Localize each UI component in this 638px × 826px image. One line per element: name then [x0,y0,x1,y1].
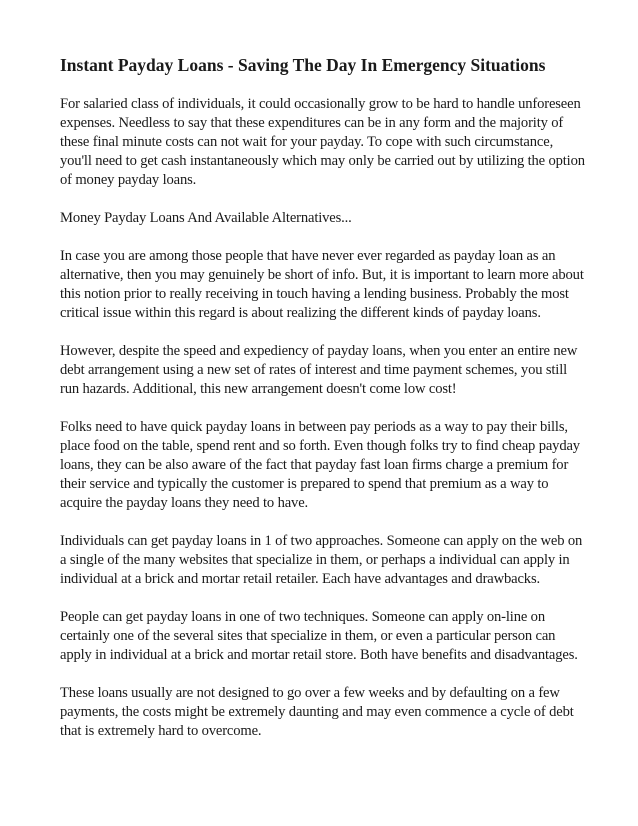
paragraph-intro: For salaried class of individuals, it could occasionally grow to be hard to handle unforeseen expenses. Needless to say that these expenditures can be in any form and the majority of these final minute costs can not wait for your payday. To cope with such circumstance, you'll need to get cash instantaneously which may only be carried out by utilizing the option of money payday loans. [60,96,585,188]
paragraph-approaches: Individuals can get payday loans in 1 of two approaches. Someone can apply on the web on a single of the many websites that specialize in them, or perhaps a individual can apply in individual at a brick and mortar retail retailer. Each have advantages and drawbacks. [60,533,583,587]
paragraph-conclusion: These loans usually are not designed to go over a few weeks and by defaulting on a few payments, the costs might be extremely daunting and may even commence a cycle of debt that is extremely hard to overcome. [60,685,574,739]
paragraph-hazards: However, despite the speed and expediency of payday loans, when you enter an entire new debt arrangement using a new set of rates of interest and time payment schemes, you still run hazards. Additional, this new arrangement doesn't come low cost! [60,343,578,397]
paragraph-alternatives: In case you are among those people that have never ever regarded as payday loan as an alternative, then you may genuinely be short of info. But, it is important to learn more about this notion prior to really receiving in touch having a lending business. Probably the most critical issue within this regard is about realizing the different kinds of payday loans. [60,248,584,321]
paragraph-subheading: Money Payday Loans And Available Alternatives... [60,210,352,226]
document-title: Instant Payday Loans - Saving The Day In Emergency Situations [60,55,546,75]
paragraph-quick-loans: Folks need to have quick payday loans in between pay periods as a way to pay their bills, place food on the table, spend rent and so forth. Even though folks try to find cheap payday loans, they can be also aware of the fact that payday fast loan firms charge a premium for their service and typically the customer is prepared to spend that premium as a way to acquire the payday loans they need to have. [60,419,580,511]
paragraph-techniques: People can get payday loans in one of two techniques. Someone can apply on-line on certainly one of the several sites that specialize in them, or even a particular person can apply in individual at a brick and mortar retail store. Both have benefits and disadvantages. [60,609,578,663]
